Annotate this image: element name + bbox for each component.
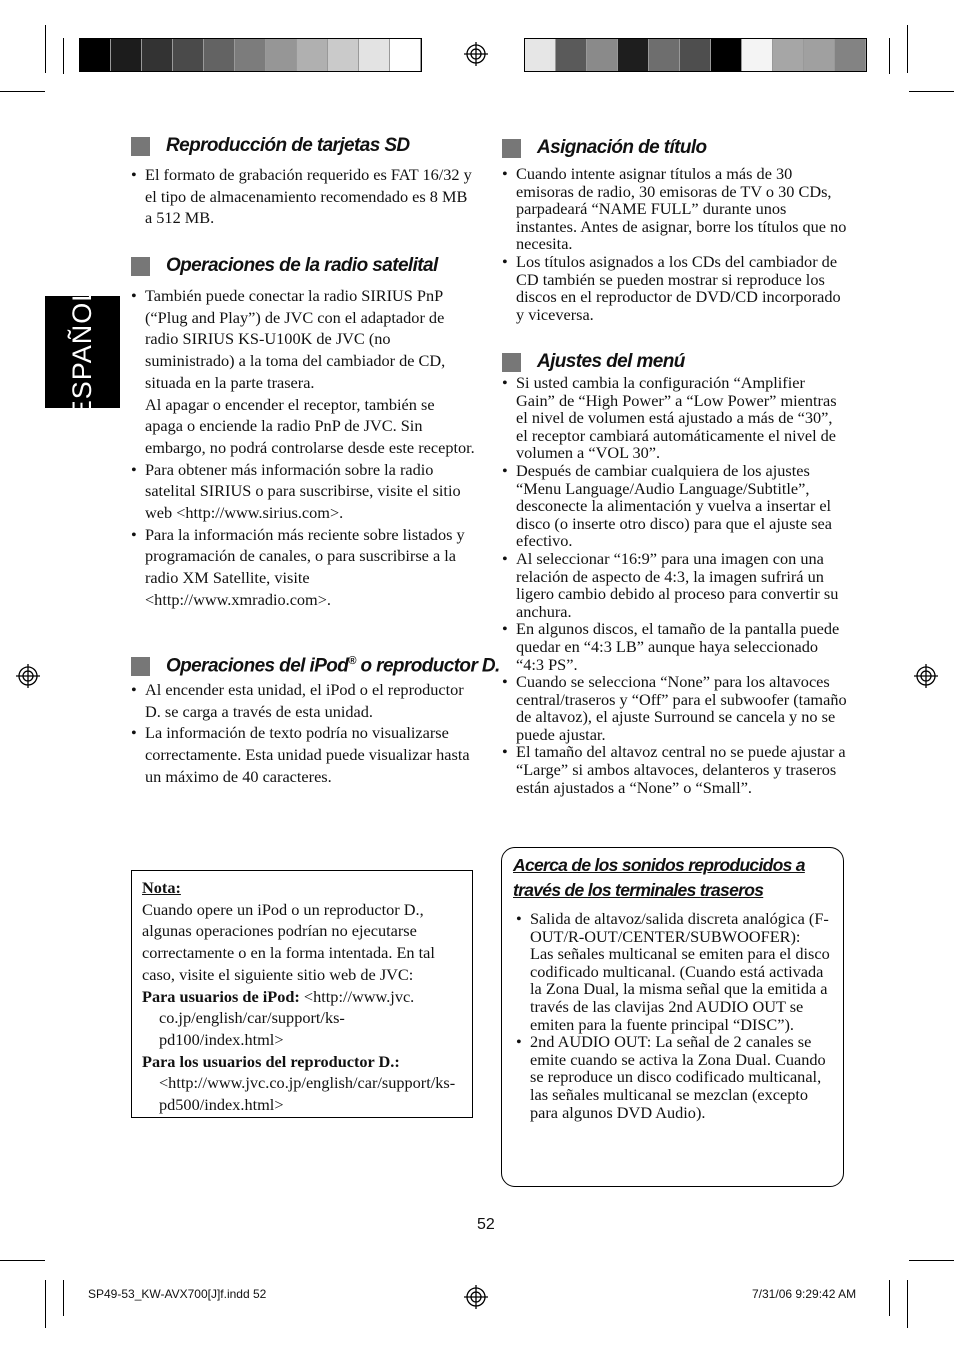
color-swatch xyxy=(525,39,556,71)
heading-text xyxy=(166,655,500,677)
box-list xyxy=(516,910,834,1121)
list-item: • Al encender esta unidad, el iPod o el reproductor D. se carga a través de esta unidad. xyxy=(131,679,476,722)
color-swatch xyxy=(742,39,773,71)
note-ipod-url: <http://www.jvc. xyxy=(299,986,415,1006)
color-swatch xyxy=(80,39,111,71)
language-tab xyxy=(45,285,120,419)
footer-file: SP49-53_KW-AVX700[J]f.indd 52 xyxy=(88,1287,267,1301)
list-item: • El formato de grabación requerido es FAT 16/32 y el tipo de almacenamiento recomendado es 8 MB a 512 MB. xyxy=(131,164,476,229)
color-swatch xyxy=(266,39,297,71)
crop-mark xyxy=(909,91,954,92)
note-ipod-label: Para usuarios de iPod: xyxy=(142,986,300,1006)
menu-list xyxy=(502,374,847,796)
color-swatch xyxy=(297,39,328,71)
list-item: • Para la información más reciente sobre listados y programación de canales, o para suscribirse a la radio XM Satellite, visite <http://www.xmradio.com>. xyxy=(131,524,476,611)
crop-mark xyxy=(63,1280,64,1316)
registration-mark-icon xyxy=(914,664,938,688)
note-d-label: Para los usuarios del reproductor D.: xyxy=(142,1051,400,1071)
rear-terminal-box xyxy=(501,847,844,1187)
satellite-list xyxy=(131,285,476,611)
list-item: • 2nd AUDIO OUT: La señal de 2 canales se emite cuando se activa la Zona Dual. Cuando se reproduce un disco codificado multicanal, las señales multicanal se mezclan (excepto para algunos DVD Audio). xyxy=(516,1033,834,1121)
list-item: • El tamaño del altavoz central no se puede ajustar a “Large” si ambos altavoces, delanteros y traseros están ajustados a “None” o “Small”. xyxy=(502,743,847,796)
color-bar-right xyxy=(524,38,867,72)
crop-mark xyxy=(0,91,45,92)
section-heading-ipod xyxy=(131,655,500,677)
note-d-url: <http://www.jvc.co.jp/english/car/support/ks-pd500/index.html> xyxy=(159,1073,456,1115)
list-item xyxy=(131,285,476,459)
section-heading-title xyxy=(502,137,707,159)
registration-mark-icon xyxy=(464,42,488,66)
note-title: Nota: xyxy=(142,878,181,897)
box-heading: Acerca de los sonidos reproducidos a través de los terminales traseros xyxy=(513,855,805,900)
list-item: • Cuando se selecciona “None” para los altavoces central/traseros y “Off” para el subwoofer (tamaño de altavoz), el ajuste Surround se cancela y no se puede ajustar. xyxy=(502,673,847,743)
footer-date: 7/31/06 9:29:42 AM xyxy=(752,1287,857,1301)
crop-mark xyxy=(45,1280,46,1328)
paragraph: • También puede conectar la radio SIRIUS PnP (“Plug and Play”) de JVC con el adaptador de radio SIRIUS KS-U100K de JVC (no suministrado) a la toma del cambiador de CD, situada en la parte trasera. xyxy=(145,286,446,392)
crop-mark xyxy=(63,38,64,74)
language-tab-label: ESPAÑOL xyxy=(67,285,97,419)
crop-mark xyxy=(0,1260,45,1261)
registration-mark-icon xyxy=(16,664,40,688)
color-swatch xyxy=(587,39,618,71)
color-swatch xyxy=(235,39,266,71)
heading-square-icon xyxy=(502,139,521,158)
list-item: • Al seleccionar “16:9” para una imagen con una relación de aspecto de 4:3, la imagen sufrirá un ligero cambio debido al proceso para convertir su anchura. xyxy=(502,550,847,620)
registered-mark: ® xyxy=(348,655,356,667)
color-swatch xyxy=(204,39,235,71)
note-body: Cuando opere un iPod o un reproductor D., algunas operaciones podrían no ejecutarse correctamente o en la forma intentada. En tal caso, visite el siguiente sitio web de JVC: xyxy=(142,899,435,984)
crop-mark xyxy=(907,25,908,73)
paragraph: Al apagar o encender el receptor, también se apaga o enciende la radio PnP de JVC. Sin embargo, no podrá controlarse desde este receptor. xyxy=(145,394,475,457)
list-item: • La información de texto podría no visualizarse correctamente. Esta unidad puede visualizar hasta un máximo de 40 caracteres. xyxy=(131,722,476,787)
heading-text: Asignación de título xyxy=(537,137,707,158)
crop-mark xyxy=(907,1280,908,1328)
heading-square-icon xyxy=(131,137,150,156)
crop-mark xyxy=(889,38,890,74)
color-swatch xyxy=(556,39,587,71)
list-item: • Los títulos asignados a los CDs del cambiador de CD también se pueden mostrar si reproduce los discos en el reproductor de DVD/CD incorporado y viceversa. xyxy=(502,253,847,323)
list-item: • Cuando intente asignar títulos a más de 30 emisoras de radio, 30 emisoras de TV o 30 CDs, parpadeará “NAME FULL” durante unos instantes. Antes de asignar, borre los títulos que no necesita. xyxy=(502,165,847,253)
sd-list xyxy=(131,164,476,229)
crop-mark xyxy=(909,1260,954,1261)
heading-part: o reproductor D. xyxy=(355,655,500,677)
color-swatch xyxy=(711,39,742,71)
color-swatch xyxy=(142,39,173,71)
heading-part: Operaciones del iPod xyxy=(166,655,349,677)
list-item: • Si usted cambia la configuración “Amplifier Gain” de “High Power” a “Low Power” mientras el nivel de volumen está ajustado a más de “30”, el receptor cambiará automáticamente el nivel de volumen a “VOL 30”. xyxy=(502,374,847,462)
section-heading-satellite xyxy=(131,255,438,277)
color-swatch xyxy=(773,39,804,71)
list-item xyxy=(516,910,834,1033)
heading-text: Reproducción de tarjetas SD xyxy=(166,135,410,156)
registration-mark-icon xyxy=(464,1285,488,1309)
list-item: • Para obtener más información sobre la radio satelital SIRIUS o para suscribirse, visite el sitio web <http://www.sirius.com>. xyxy=(131,459,476,524)
ipod-list xyxy=(131,679,476,788)
list-item: • En algunos discos, el tamaño de la pantalla puede quedar en “4:3 LB” aunque haya seleccionado “4:3 PS”. xyxy=(502,620,847,673)
page-number: 52 xyxy=(477,1216,495,1233)
color-swatch xyxy=(804,39,835,71)
color-swatch xyxy=(390,39,421,71)
heading-text: Operaciones de la radio satelital xyxy=(166,255,438,276)
crop-mark xyxy=(889,1280,890,1316)
title-list xyxy=(502,165,847,323)
color-bar-left xyxy=(79,38,422,72)
note-ipod-url-cont: co.jp/english/car/support/ks-pd100/index.html> xyxy=(159,1008,345,1049)
color-swatch xyxy=(680,39,711,71)
crop-mark xyxy=(45,25,46,73)
section-heading-menu xyxy=(502,351,685,373)
color-swatch xyxy=(618,39,649,71)
heading-text: Ajustes del menú xyxy=(537,351,685,372)
paragraph: • Salida de altavoz/salida discreta analógica (F-OUT/R-OUT/CENTER/SUBWOOFER): xyxy=(530,909,829,946)
color-swatch xyxy=(835,39,866,71)
note-ipod-line xyxy=(142,986,462,1051)
list-item: • Después de cambiar cualquiera de los ajustes “Menu Language/Audio Language/Subtitle”, desconecte la alimentación y vuelva a insertar el disco (o inserte otro disco) para que el ajuste sea efectivo. xyxy=(502,462,847,550)
color-swatch xyxy=(328,39,359,71)
color-swatch xyxy=(111,39,142,71)
heading-square-icon xyxy=(502,353,521,372)
heading-square-icon xyxy=(131,657,150,676)
color-swatch xyxy=(649,39,680,71)
color-swatch xyxy=(173,39,204,71)
heading-square-icon xyxy=(131,257,150,276)
section-heading-sd xyxy=(131,135,410,157)
paragraph: Las señales multicanal se emiten para el disco codificado multicanal. (Cuando está activada la Zona Dual, la misma señal que la emitida a través de las clavijas 2nd AUDIO OUT se emiten para la fuente principal “DISC”). xyxy=(530,944,830,1034)
color-swatch xyxy=(359,39,390,71)
note-box xyxy=(131,870,473,1118)
